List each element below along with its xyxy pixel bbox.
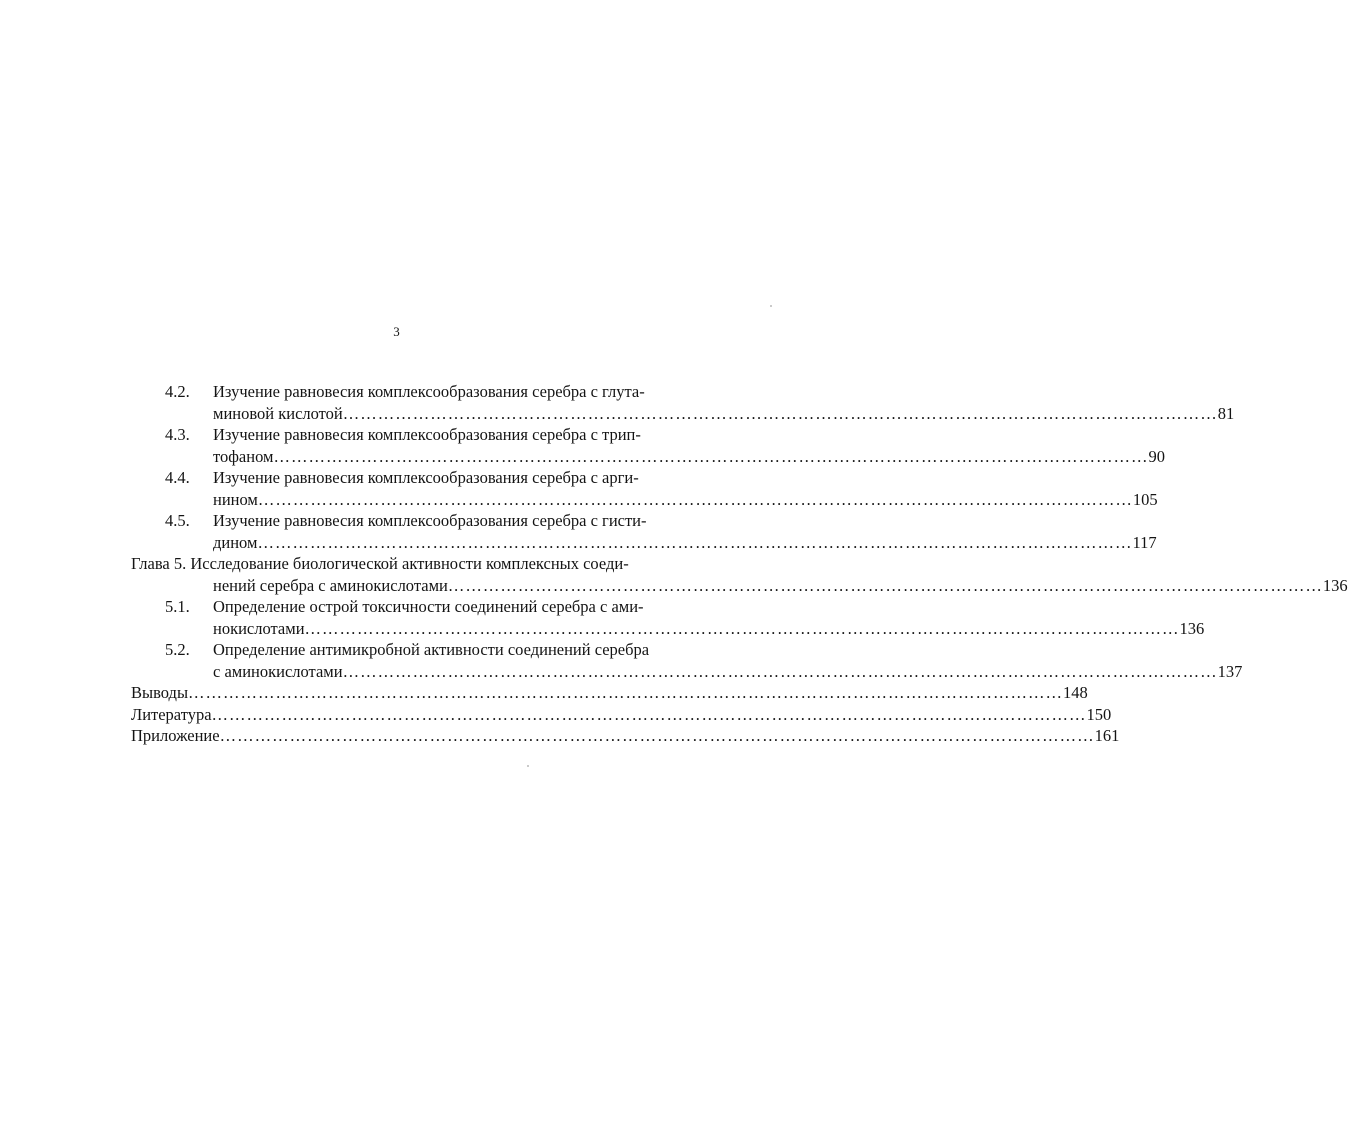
toc-entry-title-line2: нений серебра с аминокислотами: [213, 575, 448, 595]
toc-entry-literature: [131, 704, 1112, 726]
toc-entry-page: 81: [1217, 403, 1235, 423]
toc-entry-title-line2: тофаном: [213, 446, 274, 466]
toc-entry-title-line2: с аминокислотами: [213, 661, 343, 681]
dot-leader: ……………………………………………………………………………………………………………………………………: [342, 403, 1218, 423]
dot-leader: ……………………………………………………………………………………………………………………………………: [211, 704, 1087, 724]
toc-entry-number: 5.2.: [165, 640, 190, 659]
toc-entry-title-line1: Определение острой токсичности соединений серебра с ами-: [213, 597, 644, 616]
toc-entry-title-line1: Изучение равновесия комплексообразования серебра с глута-: [213, 382, 645, 401]
toc-entry-5-1: [131, 596, 1205, 639]
toc-entry-page: 137: [1217, 661, 1243, 681]
toc-entry-title-line1: Определение антимикробной активности соединений серебра: [213, 640, 650, 659]
scan-speck: [770, 305, 772, 307]
toc-entry-4-2: [131, 381, 1235, 424]
toc-entry-number: 4.3.: [165, 425, 190, 444]
toc-entry-4-3: [131, 424, 1165, 467]
dot-leader: ……………………………………………………………………………………………………………………………………: [304, 618, 1180, 638]
dot-leader: ……………………………………………………………………………………………………………………………………: [219, 726, 1095, 745]
toc-entry-title: Выводы: [131, 683, 189, 702]
dot-leader: ……………………………………………………………………………………………………………………………………: [257, 489, 1133, 509]
dot-leader: ……………………………………………………………………………………………………………………………………: [188, 683, 1064, 702]
table-of-contents: [131, 381, 1348, 747]
toc-entry-title-line2: миновой кислотой: [213, 403, 343, 423]
toc-entry-page: 117: [1132, 532, 1157, 552]
toc-entry-title-line1: Изучение равновесия комплексообразования серебра с гисти-: [213, 511, 647, 530]
toc-entry-number: 4.2.: [165, 382, 190, 401]
scan-speck: [527, 765, 529, 767]
toc-entry-page: 136: [1179, 618, 1205, 638]
toc-entry-5-2: [131, 639, 1243, 682]
toc-entry-appendix: [131, 725, 1120, 747]
toc-entry-number: 4.4.: [165, 468, 190, 487]
toc-entry-4-5: [131, 510, 1157, 553]
toc-entry-number: 4.5.: [165, 511, 190, 530]
dot-leader: ……………………………………………………………………………………………………………………………………: [257, 532, 1133, 552]
toc-entry-chapter-5: [131, 553, 1348, 596]
dot-leader: ……………………………………………………………………………………………………………………………………: [447, 575, 1323, 595]
dot-leader: ……………………………………………………………………………………………………………………………………: [273, 446, 1149, 466]
toc-entry-page: 161: [1094, 726, 1120, 745]
toc-entry-conclusions: [131, 682, 1088, 704]
toc-entry-title-line2: дином: [213, 532, 258, 552]
toc-entry-page: 148: [1063, 683, 1088, 702]
toc-entry-title-line1: Глава 5. Исследование биологической активности комплексных соеди-: [131, 554, 629, 573]
toc-entry-page: 90: [1148, 446, 1165, 466]
dot-leader: ……………………………………………………………………………………………………………………………………: [342, 661, 1218, 681]
page-number: 3: [393, 324, 400, 339]
toc-entry-title-line2: нином: [213, 489, 258, 509]
toc-entry-title-line2: нокислотами: [213, 618, 305, 638]
toc-entry-title: Литература: [131, 704, 212, 724]
toc-entry-page: 105: [1132, 489, 1158, 509]
toc-entry-page: 150: [1086, 704, 1112, 724]
toc-entry-page: 136: [1322, 575, 1348, 595]
toc-entry-number: 5.1.: [165, 597, 190, 616]
toc-entry-title-line1: Изучение равновесия комплексообразования серебра с трип-: [213, 425, 641, 444]
toc-entry-4-4: [131, 467, 1158, 510]
toc-entry-title: Приложение: [131, 726, 220, 745]
toc-entry-title-line1: Изучение равновесия комплексообразования серебра с арги-: [213, 468, 639, 487]
